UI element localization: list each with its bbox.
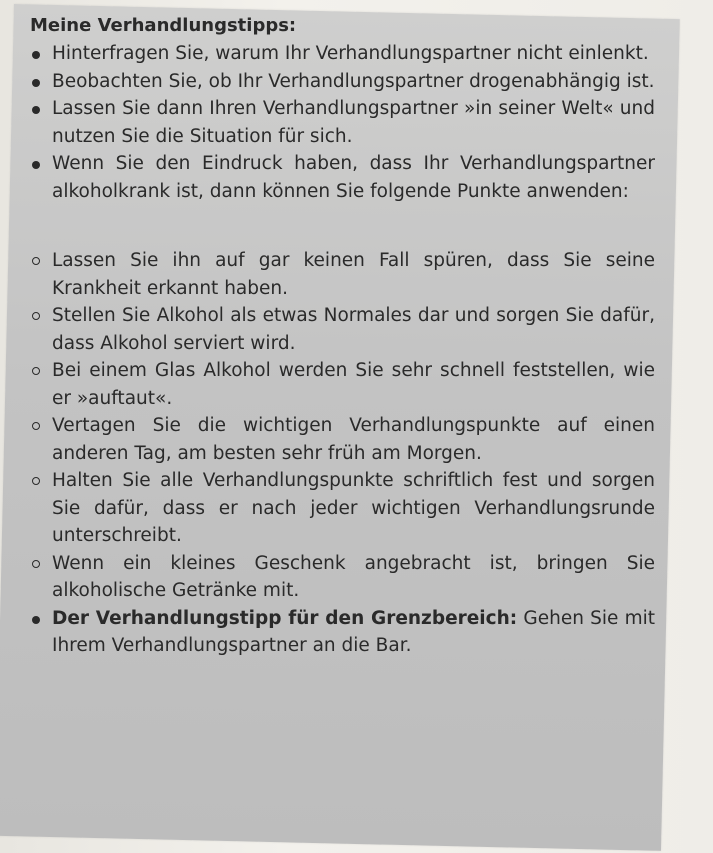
bullet-dot-icon (32, 161, 40, 169)
main-tip-text: Beobachten Sie, ob Ihr Verhandlungspartner drogenabhängig ist. (52, 70, 655, 92)
bullet-dot-icon (32, 106, 40, 114)
sub-tip-item (30, 467, 655, 550)
final-tip-item (30, 605, 655, 660)
sub-tip-text: Bei einem Glas Alkohol werden Sie sehr schnell feststellen, wie er »auftaut«. (52, 360, 655, 409)
tip-box-content (30, 14, 655, 660)
sub-tip-text: Lassen Sie ihn auf gar keinen Fall spüren, dass Sie seine Krankheit erkannt haben. (52, 250, 655, 299)
main-tip-item (30, 40, 655, 68)
sub-tip-text: Vertagen Sie die wichtigen Verhandlungspunkte auf einen anderen Tag, am besten sehr früh am Morgen. (52, 415, 655, 464)
sub-tips-list (30, 247, 655, 605)
main-tips-list (30, 40, 655, 205)
tip-box-heading: Meine Verhandlungstipps: (30, 15, 297, 36)
main-tip-text: Hinterfragen Sie, warum Ihr Verhandlungspartner nicht einlenkt. (52, 43, 649, 64)
main-tip-item (30, 95, 655, 150)
bullet-circle-icon (32, 257, 40, 265)
bullet-dot-icon (32, 79, 40, 87)
sub-tip-item (30, 412, 655, 467)
sub-tip-text: Wenn ein kleines Geschenk angebracht ist, bringen Sie alkoholische Getränke mit. (52, 552, 655, 601)
sub-tip-item (30, 302, 655, 357)
sub-tip-text: Halten Sie alle Verhandlungspunkte schriftlich fest und sorgen Sie dafür, dass er nach jeder wichtigen Verhandlungsrunde unterschreibt. (52, 470, 655, 546)
main-tip-item (30, 68, 655, 96)
final-tip-list (30, 605, 655, 660)
bullet-circle-icon (32, 312, 40, 320)
main-tip-item (30, 150, 655, 205)
main-tip-text: Wenn Sie den Eindruck haben, dass Ihr Verhandlungspartner alkoholkrank ist, dann können Sie folgende Punkte anwenden: (52, 153, 655, 202)
sub-tip-item (30, 247, 655, 302)
final-tip-bold-label: Der Verhandlungstipp für den Grenzbereich: (52, 607, 518, 629)
sub-tip-text: Stellen Sie Alkohol als etwas Normales dar und sorgen Sie dafür, dass Alkohol serviert wird. (52, 305, 655, 354)
sub-tip-item (30, 550, 655, 605)
sub-tip-item (30, 357, 655, 412)
bullet-circle-icon (32, 477, 40, 485)
bullet-circle-icon (32, 560, 40, 568)
final-tip-text: Gehen Sie mit Ihrem Verhandlungspartner an die Bar. (52, 607, 656, 656)
bullet-dot-icon (32, 616, 40, 624)
bullet-circle-icon (32, 367, 40, 375)
bullet-circle-icon (32, 422, 40, 430)
main-tip-text: Lassen Sie dann Ihren Verhandlungspartner »in seiner Welt« und nutzen Sie die Situation für sich. (52, 98, 655, 147)
spacer (30, 205, 655, 247)
bullet-dot-icon (32, 51, 40, 59)
